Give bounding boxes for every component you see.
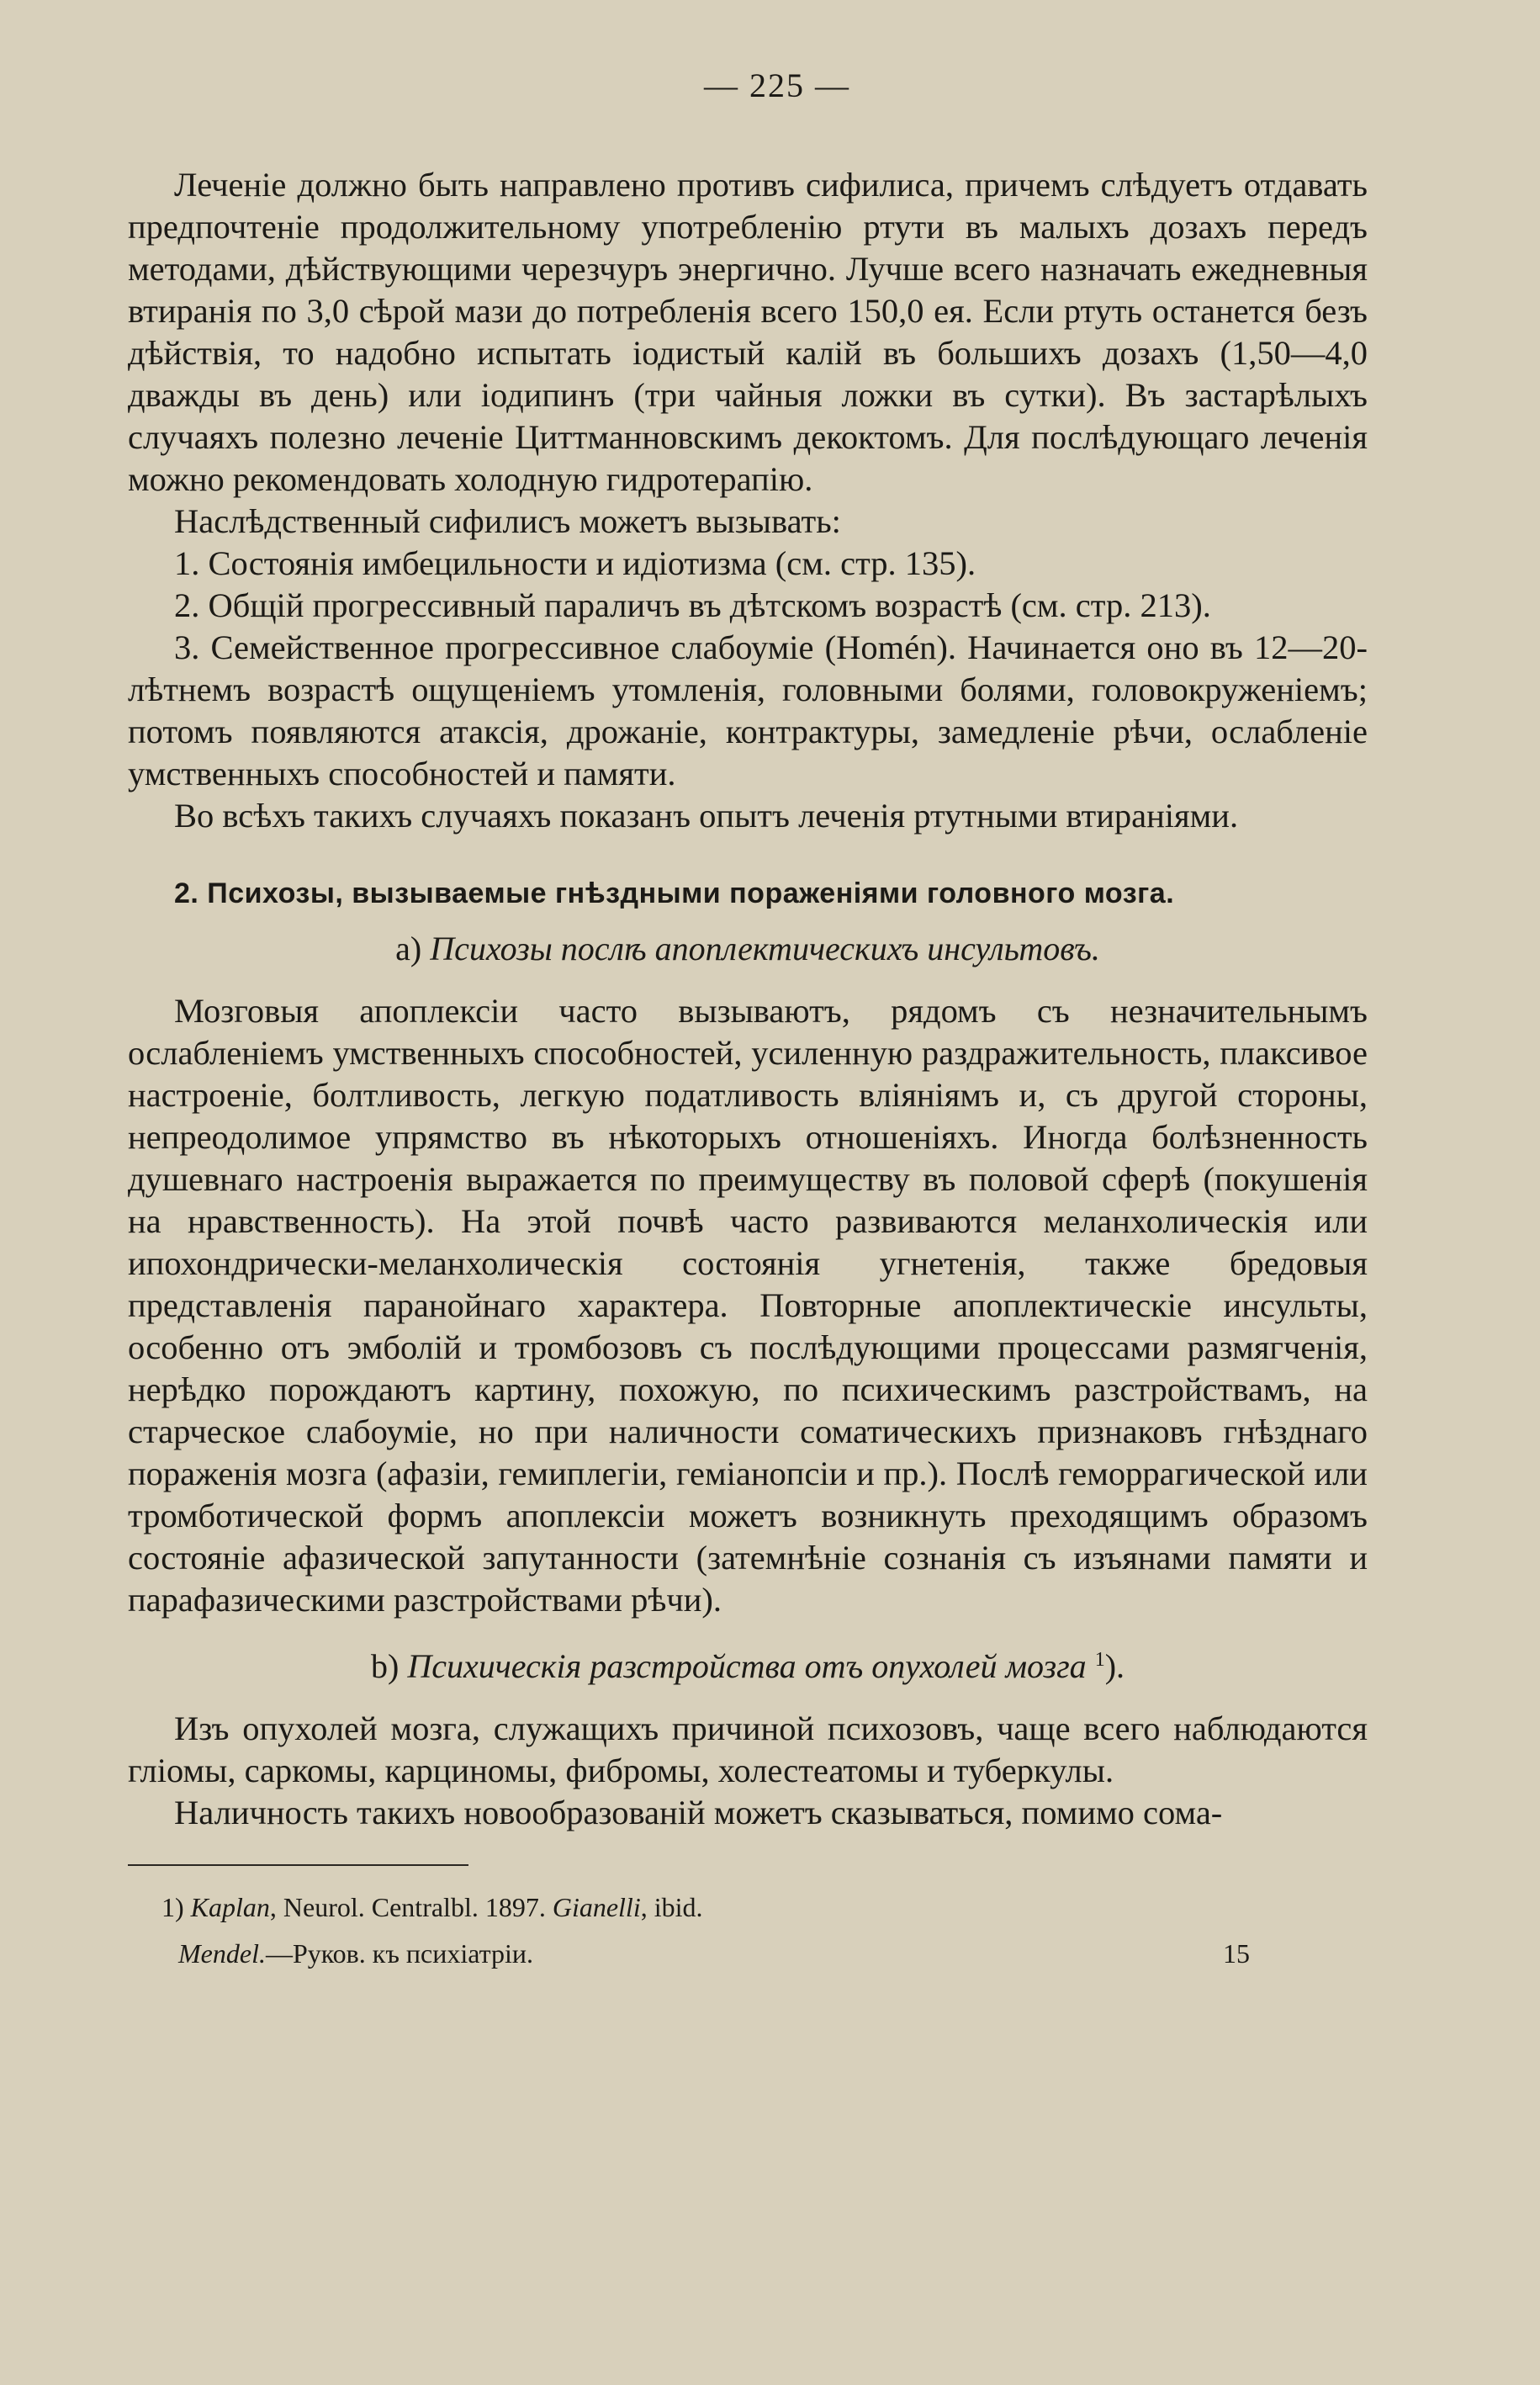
paragraph-hereditary-intro: Наслѣдственный сифилисъ можетъ вызывать: — [174, 502, 841, 540]
footnote-author-2: Gianelli — [552, 1892, 641, 1922]
footnote-divider — [128, 1864, 468, 1866]
paragraph-tumors: Изъ опухолей мозга, служащихъ причиной психозовъ, чаще всего наблюдаются гліомы, саркомы, карциномы, фибромы, холестеатомы и туберкулы. — [128, 1709, 1368, 1789]
paragraph-mercury-trial: Во всѣхъ такихъ случаяхъ показанъ опытъ леченія ртутными втираніями. — [174, 797, 1239, 835]
book-signature — [128, 1938, 1368, 1969]
signature-author: Mendel. — [178, 1938, 266, 1969]
list-item-2: 2. Общій прогрессивный параличъ въ дѣтскомъ возрастѣ (см. стр. 213). — [174, 586, 1211, 624]
subsection-b-tail: ). — [1104, 1647, 1125, 1685]
subsection-a-title — [128, 929, 1368, 968]
section-title: 2. Психозы, вызываемые гнѣздными пораженіями головного мозга. — [174, 877, 1175, 909]
paragraph-neoplasms: Наличность такихъ новообразованій можетъ сказываться, помимо сома- — [174, 1794, 1223, 1831]
footnote-reference: 1 — [1094, 1649, 1105, 1671]
footnote-author-1: Kaplan — [190, 1892, 270, 1922]
footnote — [128, 1889, 1368, 1925]
subsection-b-marker: b) — [370, 1647, 400, 1685]
sheet-number: 15 — [1223, 1938, 1250, 1969]
subsection-a-marker: a) — [395, 930, 422, 967]
paragraph-treatment: Леченіе должно быть направлено противъ сифилиса, причемъ слѣдуетъ отдавать предпочтеніе продолжительному употребленію ртути въ малыхъ дозахъ передъ методами, дѣйствующими черезчуръ энергично. Лучше всего назначать ежедневныя втиранія по 3,0 сѣрой мази до потребленія всего 150,0 ея. Если ртуть останется безъ дѣйствія, то надобно испытать іодистый калій въ большихъ дозахъ (1,50—4,0 дважды въ день) или іодипинъ (три чайныя ложки въ сутки). Въ застарѣлыхъ случаяхъ полезно леченіе Циттманновскимъ декоктомъ. Для послѣдующаго леченія можно рекомендовать холодную гидротерапію. — [128, 166, 1368, 498]
subsection-a-heading: Психозы послѣ апоплектическихъ инсультовъ. — [430, 930, 1100, 967]
footnote-source-2: , ibid. — [640, 1892, 703, 1922]
subsection-b-heading: Психическія разстройства отъ опухолей мозга — [407, 1647, 1087, 1685]
page-number-header: — 225 — — [704, 66, 850, 104]
footnote-source-1: , Neurol. Centralbl. 1897. — [269, 1892, 546, 1922]
subsection-b-title — [128, 1646, 1368, 1686]
footnote-mark: 1) — [161, 1892, 184, 1922]
signature-title: —Руков. къ психіатріи. — [265, 1938, 533, 1969]
list-item-1: 1. Состоянія имбецильности и идіотизма (см. стр. 135). — [174, 544, 976, 582]
list-item-3: 3. Семейственное прогрессивное слабоуміе (Homén). Начинается оно въ 12—20-лѣтнемъ возрастѣ ощущеніемъ утомленія, головными болями, головокруженіемъ; потомъ появляются атаксія, дрожаніе, контрактуры, замедленіе рѣчи, ослабленіе умственныхъ способностей и памяти. — [128, 628, 1368, 792]
paragraph-apoplexy: Мозговыя апоплексіи часто вызываютъ, рядомъ съ незначительнымъ ослабленіемъ умственныхъ способностей, усиленную раздражительность, плаксивое настроеніе, болтливость, легкую податливость вліяніямъ и, съ другой стороны, непреодолимое упрямство въ нѣкоторыхъ отношеніяхъ. Иногда болѣзненность душевнаго настроенія выражается по преимуществу въ половой сферѣ (покушенія на нравственность). На этой почвѣ часто развиваются меланхолическія или ипохондрически-меланхолическія состоянія угнетенія, также бредовыя представленія паранойнаго характера. Повторные апоплектическіе инсульты, особенно отъ эмболій и тромбозовъ съ послѣдующими процессами размягченія, нерѣдко порождаютъ картину, похожую, по психическимъ разстройствамъ, на старческое слабоуміе, но при наличности соматическихъ признаковъ гнѣзднаго пораженія мозга (афазіи, гемиплегіи, геміанопсіи и пр.). Послѣ геморрагической или тромботической формъ апоплексіи можетъ возникнуть преходящимъ образомъ состояніе афазической запутанности (затемнѣніе сознанія съ изъянами памяти и парафазическими разстройствами рѣчи). — [128, 992, 1368, 1619]
